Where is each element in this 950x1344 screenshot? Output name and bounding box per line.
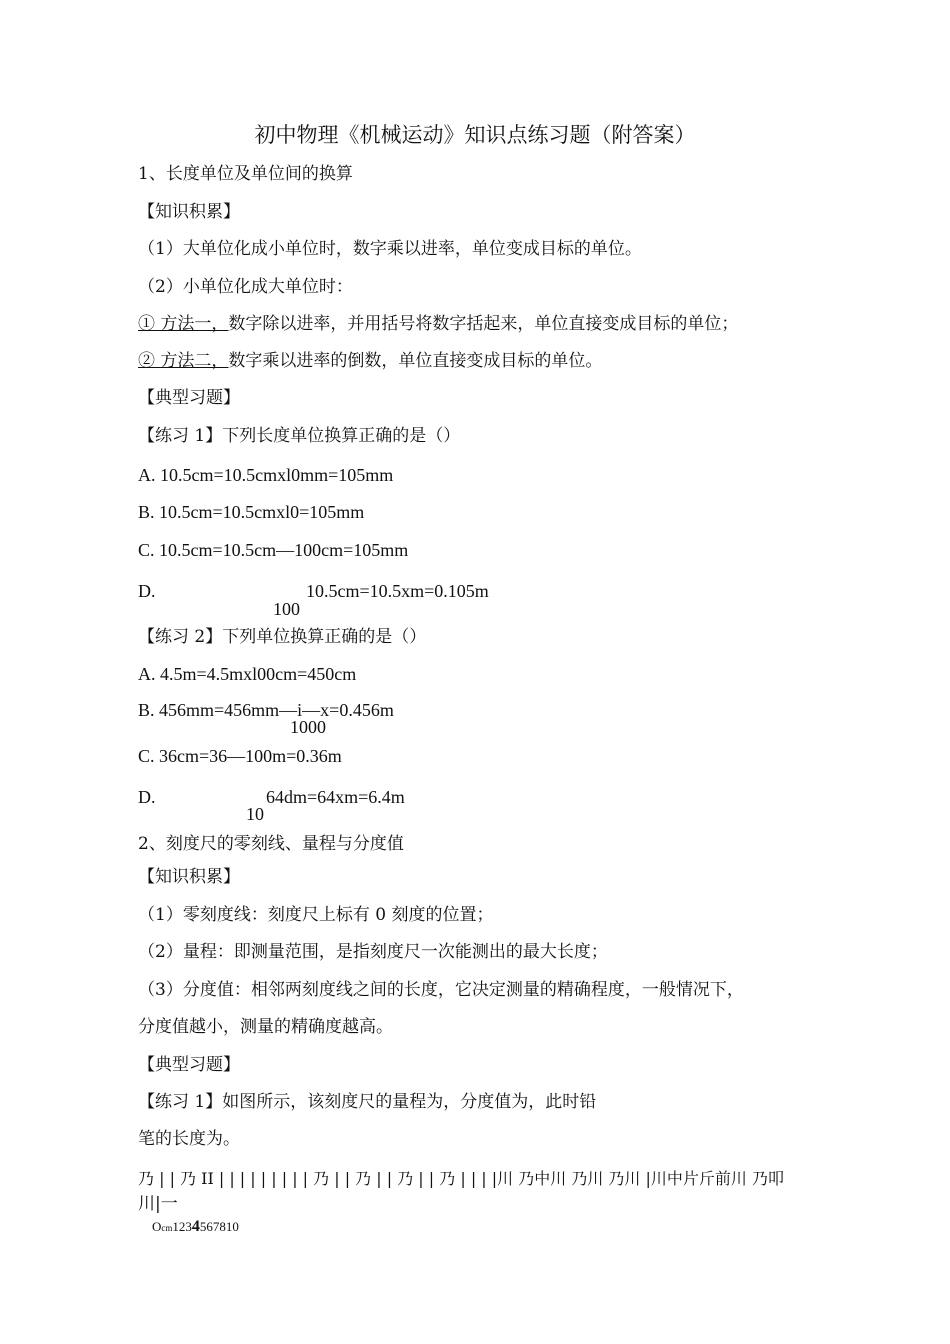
knowledge-item-zero: （1）零刻度线：刻度尺上标有 0 刻度的位置； xyxy=(138,905,494,925)
knowledge-item-2: （2）小单位化成大单位时： xyxy=(138,277,353,297)
method-two-mark: ② xyxy=(138,351,155,371)
exercise-1-option-b: B. 10.5cm=10.5cmxl0=105mm xyxy=(138,502,365,522)
ruler-ticks-text-2: 川|一 xyxy=(138,1194,178,1214)
method-one-text: 数字除以进率，并用括号将数字括起来，单位直接变成目标的单位； xyxy=(228,314,739,334)
exercise-2-option-a: A. 4.5m=4.5mxl00cm=450cm xyxy=(138,664,357,684)
knowledge-item-division: （3）分度值：相邻两刻度线之间的长度，它决定测量的精确程度，一般情况下， xyxy=(138,980,744,1000)
exercise-2-option-b: B. 456mm=456mm—i—x=0.456m xyxy=(138,700,394,720)
exercise-2-option-d-label: D. xyxy=(138,787,156,807)
knowledge-label-2: 【知识积累】 xyxy=(138,867,240,887)
knowledge-item-1: （1）大单位化成小单位时，数字乘以进率，单位变成目标的单位。 xyxy=(138,239,642,259)
knowledge-item-range: （2）量程：即测量范围，是指刻度尺一次能测出的最大长度； xyxy=(138,942,608,962)
method-one-label: 方法一， xyxy=(155,314,229,334)
exercise-1-option-a: A. 10.5cm=10.5cmxl0mm=105mm xyxy=(138,465,394,485)
typical-label: 【典型习题】 xyxy=(138,388,240,408)
exercise-1-option-d-label: D. xyxy=(138,581,156,601)
knowledge-item-division-cont: 分度值越小，测量的精确度越高。 xyxy=(138,1017,393,1037)
exercise-2-option-b-denominator: 1000 xyxy=(290,717,326,737)
exercise-1-option-d-text: 10.5cm=10.5xm=0.105m xyxy=(306,581,489,601)
page-title: 初中物理《机械运动》知识点练习题（附答案） xyxy=(254,123,696,147)
exercise-2-option-d-denominator: 10 xyxy=(246,804,264,824)
section1-heading: 1、长度单位及单位间的换算 xyxy=(138,164,353,184)
knowledge-label: 【知识积累】 xyxy=(138,202,240,222)
method-two xyxy=(138,350,602,372)
ruler-number-labels: Ocm1234567810 xyxy=(152,1218,239,1235)
method-two-text: 数字乘以进率的倒数，单位直接变成目标的单位。 xyxy=(228,351,603,371)
exercise-2-option-c: C. 36cm=36—100m=0.36m xyxy=(138,746,342,766)
exercise-2-option-d-text: 64dm=64xm=6.4m xyxy=(266,787,405,807)
ruler-exercise-question: 【练习 1】如图所示，该刻度尺的量程为，分度值为，此时铅 xyxy=(138,1092,597,1112)
ruler-ticks-text: 乃 | | 乃 II | | | | | | | | | 乃 | | 乃 | | 乃 | | 乃 | | | |川 乃中川 乃川 乃川 |川中片斤前川 乃叩 xyxy=(138,1169,784,1188)
exercise-1-option-c: C. 10.5cm=10.5cm—100cm=105mm xyxy=(138,540,409,560)
typical-label-2: 【典型习题】 xyxy=(138,1055,240,1075)
section2-heading: 2、刻度尺的零刻线、量程与分度值 xyxy=(138,834,404,854)
exercise-2-question: 【练习 2】下列单位换算正确的是（） xyxy=(138,627,427,647)
method-one xyxy=(138,313,738,335)
method-two-label: 方法二， xyxy=(155,351,229,371)
exercise-1-question: 【练习 1】下列长度单位换算正确的是（） xyxy=(138,426,461,446)
method-one-mark: ① xyxy=(138,314,155,334)
exercise-1-option-d-denominator: 100 xyxy=(273,599,300,619)
ruler-exercise-question-cont: 笔的长度为。 xyxy=(138,1129,240,1149)
